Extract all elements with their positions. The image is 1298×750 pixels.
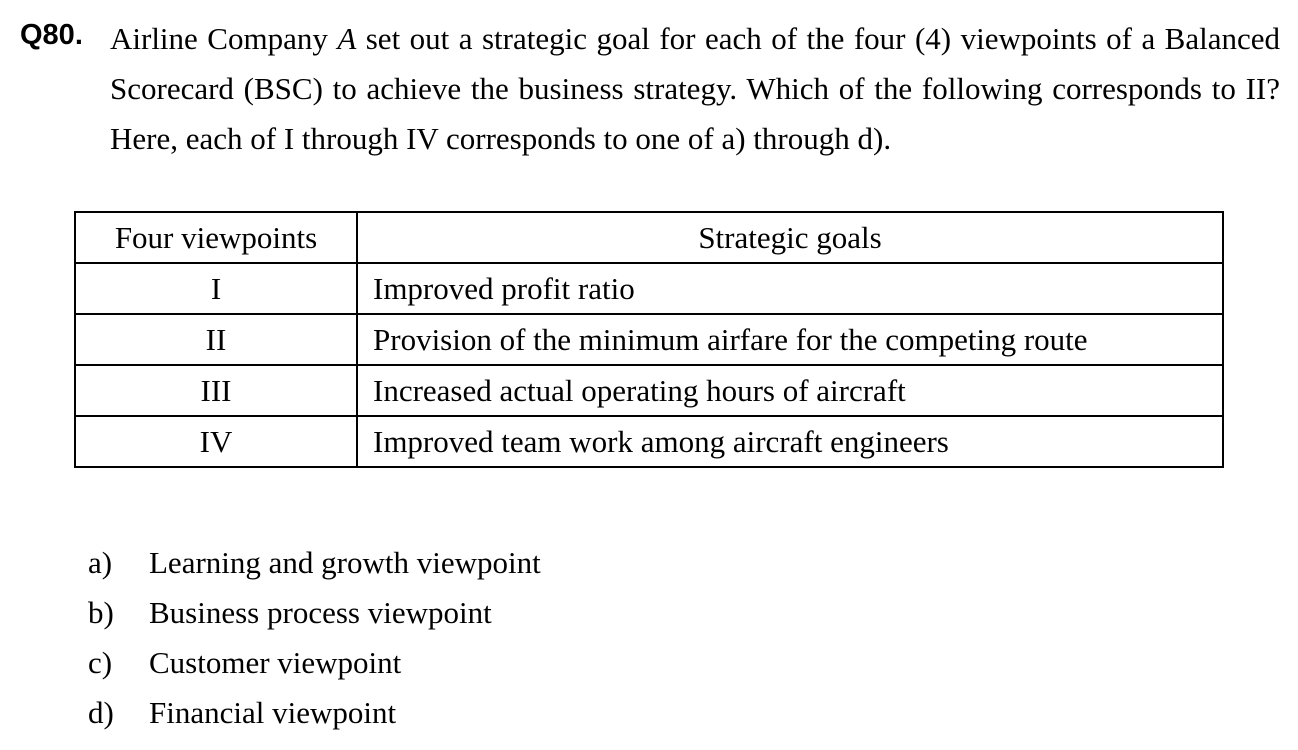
option-a[interactable] [88,538,541,588]
answer-options [88,538,541,738]
table-row [75,416,1223,467]
option-text: Business process viewpoint [149,595,492,630]
question-text [110,14,1280,164]
goal-cell: Improved team work among aircraft engineers [357,416,1223,467]
goal-cell: Improved profit ratio [357,263,1223,314]
option-letter: d) [88,695,114,730]
viewpoint-cell: IV [75,416,357,467]
bsc-table [74,211,1224,468]
header-four-viewpoints: Four viewpoints [75,212,357,263]
option-b[interactable] [88,588,541,638]
option-letter: b) [88,595,114,630]
option-text: Learning and growth viewpoint [149,545,541,580]
question-number: Q80. [20,19,83,51]
option-c[interactable] [88,638,541,688]
option-letter: c) [88,645,113,680]
goal-cell: Provision of the minimum airfare for the competing route [357,314,1223,365]
table-row [75,365,1223,416]
viewpoint-cell: I [75,263,357,314]
option-d[interactable] [88,688,541,738]
table-header-row [75,212,1223,263]
question-text-part2: set out a strategic goal for each of the four (4) viewpoints of a Balanced Scorecard (BSC) to achieve the business strategy. Which of the following corresponds to II? Here, each of I through IV corresponds to one of a) through d). [110,21,1281,156]
question-block [20,14,1280,164]
header-strategic-goals: Strategic goals [357,212,1223,263]
option-text: Customer viewpoint [149,645,402,680]
viewpoint-cell: III [75,365,357,416]
table-row [75,263,1223,314]
table-row [75,314,1223,365]
question-text-part1: Airline Company [110,21,338,56]
company-letter: A [337,21,357,56]
viewpoint-cell: II [75,314,357,365]
goal-cell: Increased actual operating hours of aircraft [357,365,1223,416]
option-text: Financial viewpoint [149,695,397,730]
option-letter: a) [88,545,113,580]
